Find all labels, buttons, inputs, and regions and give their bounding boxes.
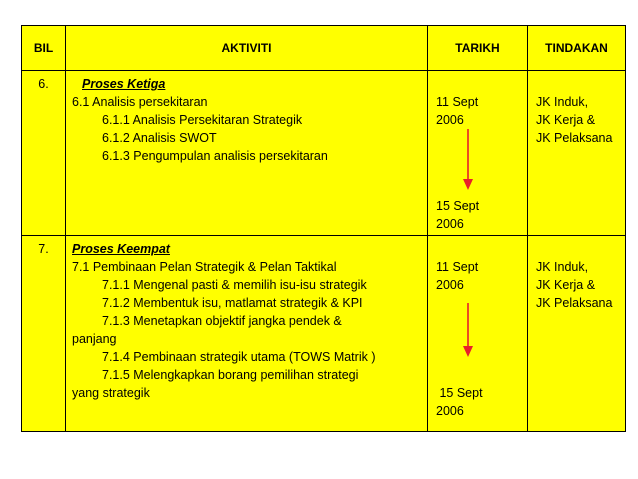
tarikh-end (436, 384, 483, 420)
tindakan-item: JK Pelaksana (536, 131, 613, 145)
tindakan-cell (528, 236, 626, 432)
tarikh-end (436, 197, 479, 233)
aktiviti-cell (66, 236, 428, 432)
activity-subitem: 7.1.4 Pembinaan strategik utama (TOWS Matrik ) (102, 350, 376, 364)
tarikh-start-year: 2006 (436, 113, 464, 127)
down-arrow-icon (461, 129, 475, 191)
bil-cell (22, 71, 66, 236)
tindakan-cell (528, 71, 626, 236)
table-row (22, 236, 626, 432)
tindakan-item: JK Pelaksana (536, 296, 613, 310)
activity-subitem: 6.1.1 Analisis Persekitaran Strategik (102, 113, 303, 127)
activity-subitem: 6.1.3 Pengumpulan analisis persekitaran (102, 149, 328, 163)
activity-item: 6.1 Analisis persekitaran (72, 95, 208, 109)
activity-subitem: 7.1.2 Membentuk isu, matlamat strategik & KPI (102, 296, 363, 310)
down-arrow-icon (461, 303, 475, 358)
tarikh-start-year: 2006 (436, 278, 464, 292)
process-title: Proses Keempat (72, 242, 170, 256)
activity-subitem: 7.1.1 Mengenal pasti & memilih isu-isu strategik (102, 278, 367, 292)
tarikh-cell (428, 236, 528, 432)
activity-subitem: 7.1.3 Menetapkan objektif jangka pendek & (102, 314, 342, 328)
activity-subitem: 6.1.2 Analisis SWOT (102, 131, 217, 145)
tarikh-end-day: 15 Sept (436, 199, 480, 213)
tarikh-start (436, 93, 478, 129)
header-row (22, 26, 626, 71)
activity-subitem-cont: panjang (72, 332, 117, 346)
activity-subitem: 7.1.5 Melengkapkan borang pemilihan strategi (102, 368, 359, 382)
aktiviti-cell (66, 71, 428, 236)
process-title: Proses Ketiga (82, 77, 166, 91)
tindakan-item: JK Kerja & (536, 113, 596, 127)
tarikh-end-day: 15 Sept (436, 386, 483, 400)
tindakan-item: JK Kerja & (536, 278, 596, 292)
bil-number: 6. (38, 77, 49, 91)
tindakan-item: JK Induk, (536, 95, 589, 109)
tarikh-cell (428, 71, 528, 236)
tarikh-end-year: 2006 (436, 217, 464, 231)
bil-number: 7. (38, 242, 49, 256)
activity-item: 7.1 Pembinaan Pelan Strategik & Pelan Taktikal (72, 260, 337, 274)
header-tindakan: TINDAKAN (528, 26, 626, 71)
header-aktiviti: AKTIVITI (66, 26, 428, 71)
header-bil: BIL (22, 26, 66, 71)
tarikh-end-year: 2006 (436, 404, 464, 418)
activity-subitem-cont: yang strategik (72, 386, 150, 400)
tindakan-item: JK Induk, (536, 260, 589, 274)
header-tarikh: TARIKH (428, 26, 528, 71)
activity-table (21, 25, 626, 432)
tarikh-start-day: 11 Sept (436, 260, 479, 274)
tarikh-start-day: 11 Sept (436, 95, 479, 109)
tarikh-start (436, 258, 478, 294)
table-row (22, 71, 626, 236)
bil-cell (22, 236, 66, 432)
